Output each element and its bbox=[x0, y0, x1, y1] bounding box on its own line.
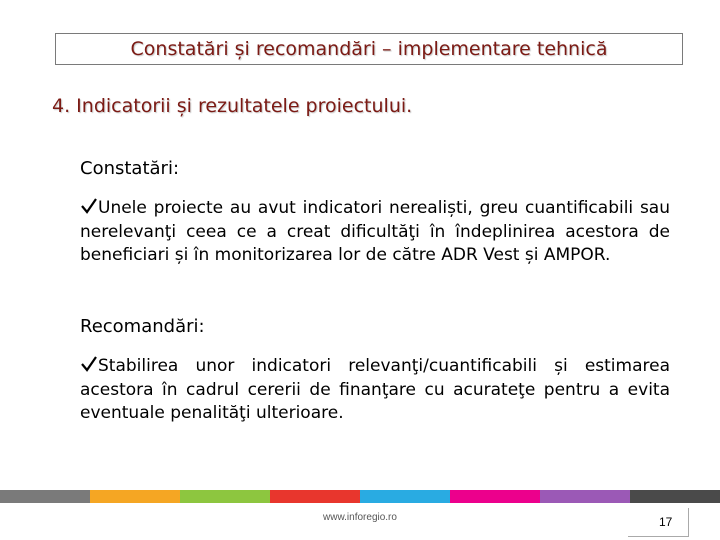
color-bar-segment bbox=[270, 490, 360, 503]
footer-color-bar bbox=[0, 490, 720, 503]
findings-text: Unele proiecte au avut indicatori nerealiști, greu cuantificabili sau nerelevanţi ceea ce a creat dificultăţi în îndeplinirea acestora de beneficiari și în monitorizarea lor de către ADR Vest și AMPOR. bbox=[80, 198, 670, 265]
page-number: 17 bbox=[659, 515, 673, 529]
color-bar-segment bbox=[0, 490, 90, 503]
color-bar-segment bbox=[90, 490, 180, 503]
recommendations-text: Stabilirea unor indicatori relevanţi/cuantificabili și estimarea acestora în cadrul cererii de finanţare cu acurateţe pentru a evita eventuale penalităţi ulterioare. bbox=[80, 356, 670, 423]
footer-url: www.inforegio.ro bbox=[323, 512, 397, 523]
color-bar-segment bbox=[630, 490, 720, 503]
check-icon bbox=[80, 355, 98, 373]
color-bar-segment bbox=[360, 490, 450, 503]
title-box bbox=[55, 33, 683, 65]
slide-title: Constatări și recomandări – implementare tehnică bbox=[130, 38, 608, 60]
color-bar-segment bbox=[180, 490, 270, 503]
color-bar-segment bbox=[450, 490, 540, 503]
recommendations-label: Recomandări: bbox=[80, 316, 205, 337]
check-icon bbox=[80, 197, 98, 215]
section-heading: 4. Indicatorii și rezultatele proiectului. bbox=[52, 95, 413, 117]
findings-label: Constatări: bbox=[80, 158, 180, 179]
recommendations-paragraph bbox=[80, 355, 670, 426]
findings-paragraph bbox=[80, 197, 670, 268]
color-bar-segment bbox=[540, 490, 630, 503]
